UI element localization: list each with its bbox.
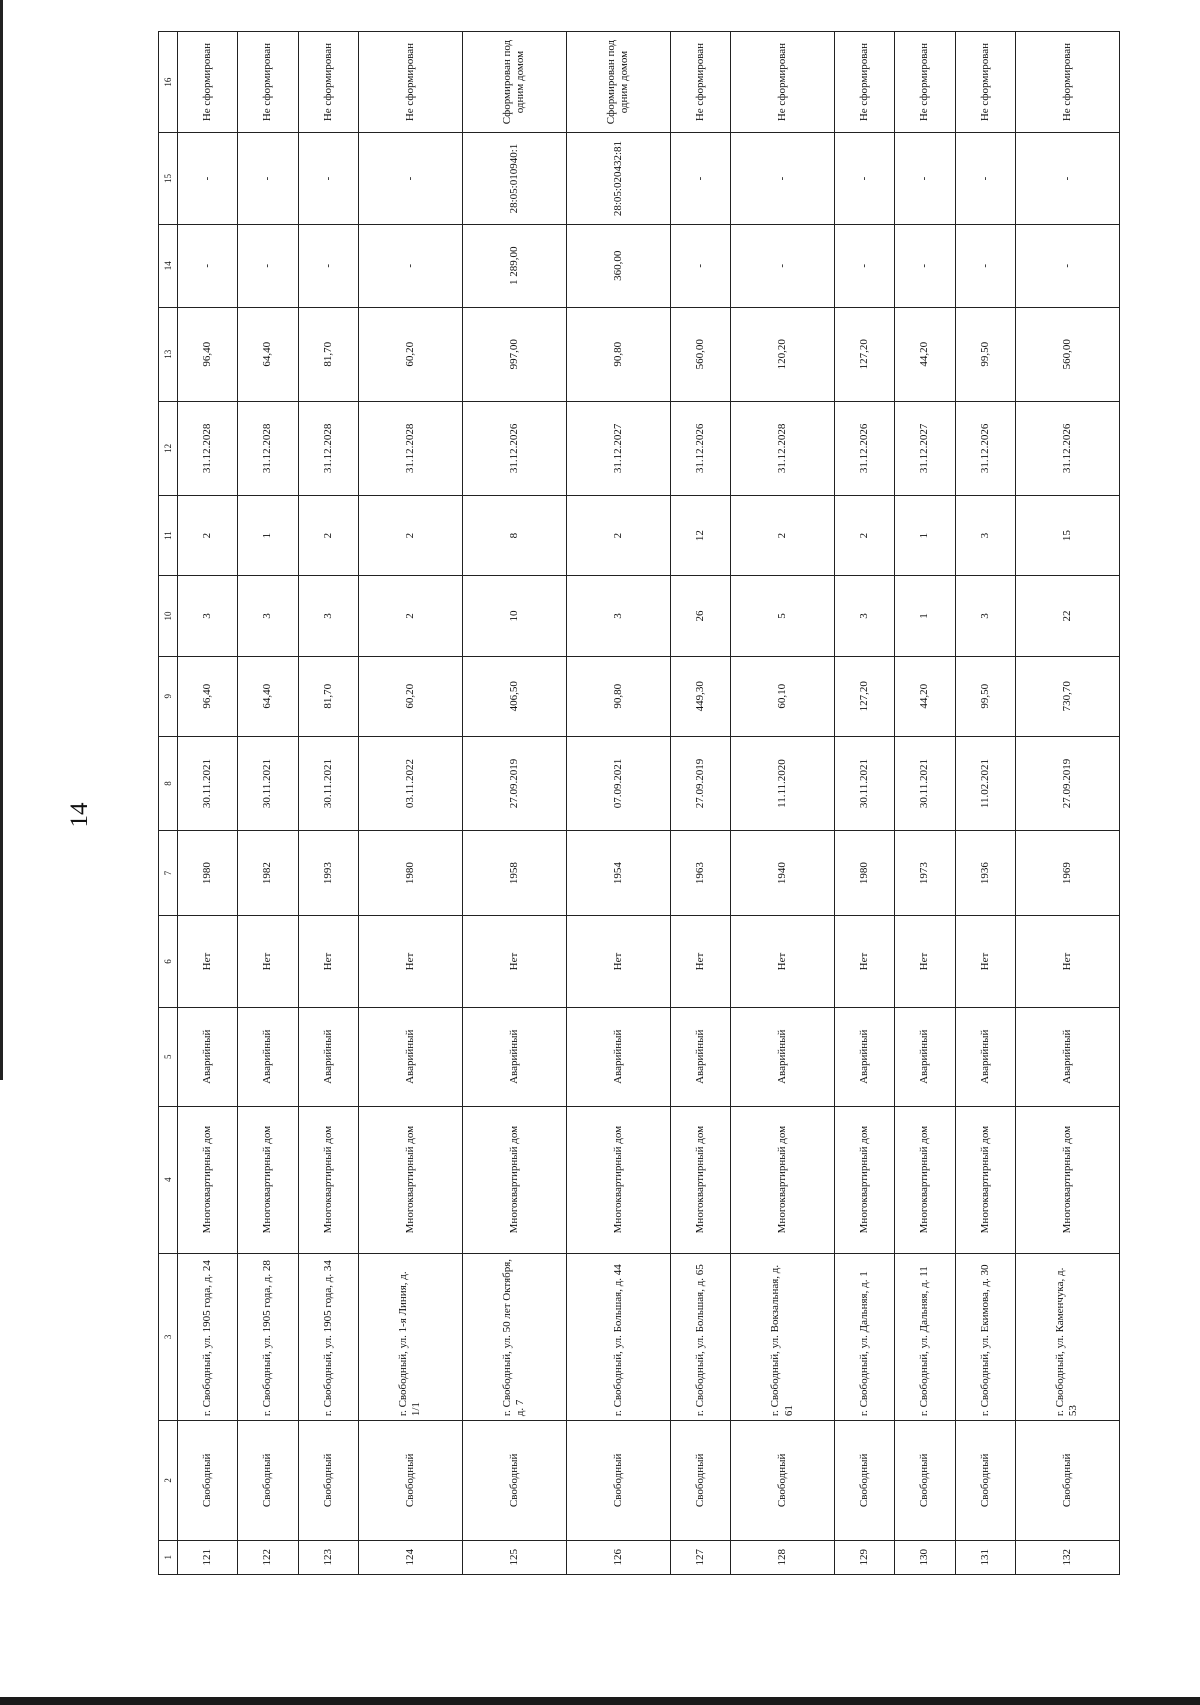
year-cell: 1958 xyxy=(462,831,566,916)
column-number: 14 xyxy=(159,224,178,307)
condition-cell: Аварийный xyxy=(731,1007,835,1106)
area-cell: 127,20 xyxy=(835,656,895,736)
cadastral-number-cell: - xyxy=(238,133,298,225)
column-number: 2 xyxy=(159,1421,178,1540)
total-area-cell: 81,70 xyxy=(298,307,358,401)
cadastral-number-cell: - xyxy=(298,133,358,225)
address-cell: г. Свободный, ул. Большая, д. 65 xyxy=(670,1253,730,1421)
area-cell: 81,70 xyxy=(298,656,358,736)
condition-cell: Аварийный xyxy=(955,1007,1015,1106)
date-cell: 11.11.2020 xyxy=(731,736,835,830)
address-cell: г. Свободный, ул. 1905 года, д. 34 xyxy=(298,1253,358,1421)
address-cell: г. Свободный, ул. 1-я Линия, д. 1/1 xyxy=(358,1253,462,1421)
deadline-cell: 31.12.2027 xyxy=(895,401,955,495)
cadastral-number-cell: - xyxy=(670,133,730,225)
date-cell: 30.11.2021 xyxy=(238,736,298,830)
area-cell: 99,50 xyxy=(955,656,1015,736)
cadastral-number-cell: - xyxy=(731,133,835,225)
building-type-cell: Многоквартирный дом xyxy=(178,1106,238,1253)
column-number-row xyxy=(159,32,178,1575)
year-cell: 1954 xyxy=(566,831,670,916)
column-number: 5 xyxy=(159,1007,178,1106)
land-status-cell: Не сформирован xyxy=(895,32,955,133)
cadastral-number-cell: - xyxy=(835,133,895,225)
date-cell: 30.11.2021 xyxy=(298,736,358,830)
total-area-cell: 127,20 xyxy=(835,307,895,401)
year-cell: 1973 xyxy=(895,831,955,916)
column-number: 1 xyxy=(159,1540,178,1574)
total-area-cell: 60,20 xyxy=(358,307,462,401)
residents-cell: 3 xyxy=(566,576,670,656)
deadline-cell: 31.12.2026 xyxy=(670,401,730,495)
land-area-cell: - xyxy=(358,224,462,307)
year-cell: 1982 xyxy=(238,831,298,916)
condition-cell: Аварийный xyxy=(670,1007,730,1106)
flag-cell: Нет xyxy=(670,916,730,1008)
building-type-cell: Многоквартирный дом xyxy=(462,1106,566,1253)
address-cell: г. Свободный, ул. 50 лет Октября, д. 7 xyxy=(462,1253,566,1421)
count-cell: 2 xyxy=(298,495,358,575)
deadline-cell: 31.12.2028 xyxy=(178,401,238,495)
land-area-cell: 1 289,00 xyxy=(462,224,566,307)
residents-cell: 3 xyxy=(298,576,358,656)
building-type-cell: Многоквартирный дом xyxy=(731,1106,835,1253)
table-row xyxy=(238,32,298,1575)
land-area-cell: - xyxy=(298,224,358,307)
column-number: 11 xyxy=(159,495,178,575)
address-cell: г. Свободный, ул. Екимова, д. 30 xyxy=(955,1253,1015,1421)
column-number: 12 xyxy=(159,401,178,495)
residents-cell: 3 xyxy=(238,576,298,656)
locality-cell: Свободный xyxy=(566,1421,670,1540)
deadline-cell: 31.12.2028 xyxy=(358,401,462,495)
flag-cell: Нет xyxy=(895,916,955,1008)
count-cell: 1 xyxy=(895,495,955,575)
cadastral-number-cell: - xyxy=(358,133,462,225)
area-cell: 60,10 xyxy=(731,656,835,736)
flag-cell: Нет xyxy=(1015,916,1119,1008)
year-cell: 1969 xyxy=(1015,831,1119,916)
total-area-cell: 120,20 xyxy=(731,307,835,401)
column-number: 7 xyxy=(159,831,178,916)
deadline-cell: 31.12.2026 xyxy=(955,401,1015,495)
table-row xyxy=(895,32,955,1575)
condition-cell: Аварийный xyxy=(298,1007,358,1106)
count-cell: 1 xyxy=(238,495,298,575)
address-cell: г. Свободный, ул. Дальняя, д. 11 xyxy=(895,1253,955,1421)
building-type-cell: Многоквартирный дом xyxy=(670,1106,730,1253)
count-cell: 8 xyxy=(462,495,566,575)
residents-cell: 3 xyxy=(955,576,1015,656)
row-number: 126 xyxy=(566,1540,670,1574)
condition-cell: Аварийный xyxy=(462,1007,566,1106)
count-cell: 2 xyxy=(566,495,670,575)
cadastral-number-cell: - xyxy=(1015,133,1119,225)
land-area-cell: - xyxy=(238,224,298,307)
row-number: 122 xyxy=(238,1540,298,1574)
row-number: 129 xyxy=(835,1540,895,1574)
column-number: 8 xyxy=(159,736,178,830)
cadastral-number-cell: 28:05:020432:81 xyxy=(566,133,670,225)
locality-cell: Свободный xyxy=(670,1421,730,1540)
land-area-cell: - xyxy=(835,224,895,307)
table-row xyxy=(358,32,462,1575)
land-status-cell: Сформирован под одним домом xyxy=(462,32,566,133)
flag-cell: Нет xyxy=(566,916,670,1008)
deadline-cell: 31.12.2026 xyxy=(1015,401,1119,495)
residents-cell: 5 xyxy=(731,576,835,656)
address-cell: г. Свободный, ул. 1905 года, д. 28 xyxy=(238,1253,298,1421)
locality-cell: Свободный xyxy=(731,1421,835,1540)
deadline-cell: 31.12.2028 xyxy=(238,401,298,495)
rotated-table-wrapper xyxy=(158,31,1120,1575)
column-number: 9 xyxy=(159,656,178,736)
locality-cell: Свободный xyxy=(178,1421,238,1540)
total-area-cell: 560,00 xyxy=(1015,307,1119,401)
land-status-cell: Не сформирован xyxy=(178,32,238,133)
row-number: 128 xyxy=(731,1540,835,1574)
column-number: 10 xyxy=(159,576,178,656)
column-number: 15 xyxy=(159,133,178,225)
date-cell: 27.09.2019 xyxy=(670,736,730,830)
condition-cell: Аварийный xyxy=(835,1007,895,1106)
table-row xyxy=(566,32,670,1575)
table-row xyxy=(462,32,566,1575)
land-status-cell: Не сформирован xyxy=(358,32,462,133)
land-status-cell: Не сформирован xyxy=(238,32,298,133)
date-cell: 30.11.2021 xyxy=(178,736,238,830)
row-number: 121 xyxy=(178,1540,238,1574)
deadline-cell: 31.12.2026 xyxy=(835,401,895,495)
residents-cell: 2 xyxy=(358,576,462,656)
land-area-cell: - xyxy=(731,224,835,307)
row-number: 127 xyxy=(670,1540,730,1574)
table-row xyxy=(298,32,358,1575)
building-type-cell: Многоквартирный дом xyxy=(358,1106,462,1253)
column-number: 3 xyxy=(159,1253,178,1421)
area-cell: 730,70 xyxy=(1015,656,1119,736)
building-type-cell: Многоквартирный дом xyxy=(298,1106,358,1253)
locality-cell: Свободный xyxy=(298,1421,358,1540)
date-cell: 03.11.2022 xyxy=(358,736,462,830)
year-cell: 1940 xyxy=(731,831,835,916)
deadline-cell: 31.12.2028 xyxy=(731,401,835,495)
count-cell: 12 xyxy=(670,495,730,575)
locality-cell: Свободный xyxy=(895,1421,955,1540)
land-status-cell: Не сформирован xyxy=(670,32,730,133)
area-cell: 406,50 xyxy=(462,656,566,736)
address-cell: г. Свободный, ул. Дальняя, д. 1 xyxy=(835,1253,895,1421)
row-number: 131 xyxy=(955,1540,1015,1574)
year-cell: 1936 xyxy=(955,831,1015,916)
row-number: 132 xyxy=(1015,1540,1119,1574)
building-type-cell: Многоквартирный дом xyxy=(895,1106,955,1253)
table-row xyxy=(955,32,1015,1575)
locality-cell: Свободный xyxy=(238,1421,298,1540)
land-area-cell: - xyxy=(955,224,1015,307)
year-cell: 1963 xyxy=(670,831,730,916)
table-sheet xyxy=(158,31,1120,1575)
flag-cell: Нет xyxy=(731,916,835,1008)
flag-cell: Нет xyxy=(238,916,298,1008)
area-cell: 60,20 xyxy=(358,656,462,736)
residents-cell: 1 xyxy=(895,576,955,656)
row-number: 125 xyxy=(462,1540,566,1574)
residents-cell: 22 xyxy=(1015,576,1119,656)
land-status-cell: Не сформирован xyxy=(1015,32,1119,133)
area-cell: 64,40 xyxy=(238,656,298,736)
residents-cell: 26 xyxy=(670,576,730,656)
total-area-cell: 64,40 xyxy=(238,307,298,401)
land-status-cell: Не сформирован xyxy=(835,32,895,133)
condition-cell: Аварийный xyxy=(895,1007,955,1106)
flag-cell: Нет xyxy=(835,916,895,1008)
condition-cell: Аварийный xyxy=(358,1007,462,1106)
address-cell: г. Свободный, ул. 1905 года, д. 24 xyxy=(178,1253,238,1421)
cadastral-number-cell: 28:05:010940:1 xyxy=(462,133,566,225)
address-cell: г. Свободный, ул. Вокзальная, д. 61 xyxy=(731,1253,835,1421)
total-area-cell: 44,20 xyxy=(895,307,955,401)
column-number: 4 xyxy=(159,1106,178,1253)
year-cell: 1980 xyxy=(178,831,238,916)
residents-cell: 10 xyxy=(462,576,566,656)
total-area-cell: 997,00 xyxy=(462,307,566,401)
column-number: 16 xyxy=(159,32,178,133)
total-area-cell: 90,80 xyxy=(566,307,670,401)
land-status-cell: Не сформирован xyxy=(955,32,1015,133)
year-cell: 1980 xyxy=(358,831,462,916)
total-area-cell: 99,50 xyxy=(955,307,1015,401)
column-number: 13 xyxy=(159,307,178,401)
scan-edge-left xyxy=(0,0,3,1080)
land-area-cell: - xyxy=(670,224,730,307)
date-cell: 27.09.2019 xyxy=(1015,736,1119,830)
flag-cell: Нет xyxy=(462,916,566,1008)
building-type-cell: Многоквартирный дом xyxy=(566,1106,670,1253)
building-type-cell: Многоквартирный дом xyxy=(955,1106,1015,1253)
table-row xyxy=(1015,32,1119,1575)
row-number: 130 xyxy=(895,1540,955,1574)
condition-cell: Аварийный xyxy=(1015,1007,1119,1106)
area-cell: 44,20 xyxy=(895,656,955,736)
date-cell: 07.09.2021 xyxy=(566,736,670,830)
count-cell: 2 xyxy=(835,495,895,575)
area-cell: 449,30 xyxy=(670,656,730,736)
page-number: 14 xyxy=(66,802,93,828)
condition-cell: Аварийный xyxy=(238,1007,298,1106)
scan-edge-bottom xyxy=(0,1697,1200,1705)
date-cell: 27.09.2019 xyxy=(462,736,566,830)
area-cell: 90,80 xyxy=(566,656,670,736)
building-type-cell: Многоквартирный дом xyxy=(1015,1106,1119,1253)
land-status-cell: Сформирован под одним домом xyxy=(566,32,670,133)
deadline-cell: 31.12.2028 xyxy=(298,401,358,495)
land-status-cell: Не сформирован xyxy=(298,32,358,133)
flag-cell: Нет xyxy=(955,916,1015,1008)
year-cell: 1980 xyxy=(835,831,895,916)
row-number: 124 xyxy=(358,1540,462,1574)
flag-cell: Нет xyxy=(358,916,462,1008)
date-cell: 30.11.2021 xyxy=(895,736,955,830)
total-area-cell: 96,40 xyxy=(178,307,238,401)
row-number: 123 xyxy=(298,1540,358,1574)
residents-cell: 3 xyxy=(178,576,238,656)
year-cell: 1993 xyxy=(298,831,358,916)
flag-cell: Нет xyxy=(178,916,238,1008)
date-cell: 30.11.2021 xyxy=(835,736,895,830)
cadastral-number-cell: - xyxy=(955,133,1015,225)
column-number: 6 xyxy=(159,916,178,1008)
locality-cell: Свободный xyxy=(835,1421,895,1540)
count-cell: 2 xyxy=(358,495,462,575)
residents-cell: 3 xyxy=(835,576,895,656)
housing-registry-table xyxy=(158,31,1120,1575)
cadastral-number-cell: - xyxy=(178,133,238,225)
deadline-cell: 31.12.2026 xyxy=(462,401,566,495)
date-cell: 11.02.2021 xyxy=(955,736,1015,830)
locality-cell: Свободный xyxy=(1015,1421,1119,1540)
condition-cell: Аварийный xyxy=(566,1007,670,1106)
land-status-cell: Не сформирован xyxy=(731,32,835,133)
land-area-cell: - xyxy=(895,224,955,307)
area-cell: 96,40 xyxy=(178,656,238,736)
table-row xyxy=(835,32,895,1575)
table-row xyxy=(731,32,835,1575)
count-cell: 2 xyxy=(178,495,238,575)
address-cell: г. Свободный, ул. Каменчука, д. 53 xyxy=(1015,1253,1119,1421)
table-row xyxy=(670,32,730,1575)
address-cell: г. Свободный, ул. Большая, д. 44 xyxy=(566,1253,670,1421)
land-area-cell: 360,00 xyxy=(566,224,670,307)
land-area-cell: - xyxy=(1015,224,1119,307)
locality-cell: Свободный xyxy=(462,1421,566,1540)
count-cell: 15 xyxy=(1015,495,1119,575)
table-row xyxy=(178,32,238,1575)
flag-cell: Нет xyxy=(298,916,358,1008)
total-area-cell: 560,00 xyxy=(670,307,730,401)
count-cell: 2 xyxy=(731,495,835,575)
locality-cell: Свободный xyxy=(358,1421,462,1540)
building-type-cell: Многоквартирный дом xyxy=(238,1106,298,1253)
building-type-cell: Многоквартирный дом xyxy=(835,1106,895,1253)
land-area-cell: - xyxy=(178,224,238,307)
condition-cell: Аварийный xyxy=(178,1007,238,1106)
deadline-cell: 31.12.2027 xyxy=(566,401,670,495)
cadastral-number-cell: - xyxy=(895,133,955,225)
count-cell: 3 xyxy=(955,495,1015,575)
locality-cell: Свободный xyxy=(955,1421,1015,1540)
